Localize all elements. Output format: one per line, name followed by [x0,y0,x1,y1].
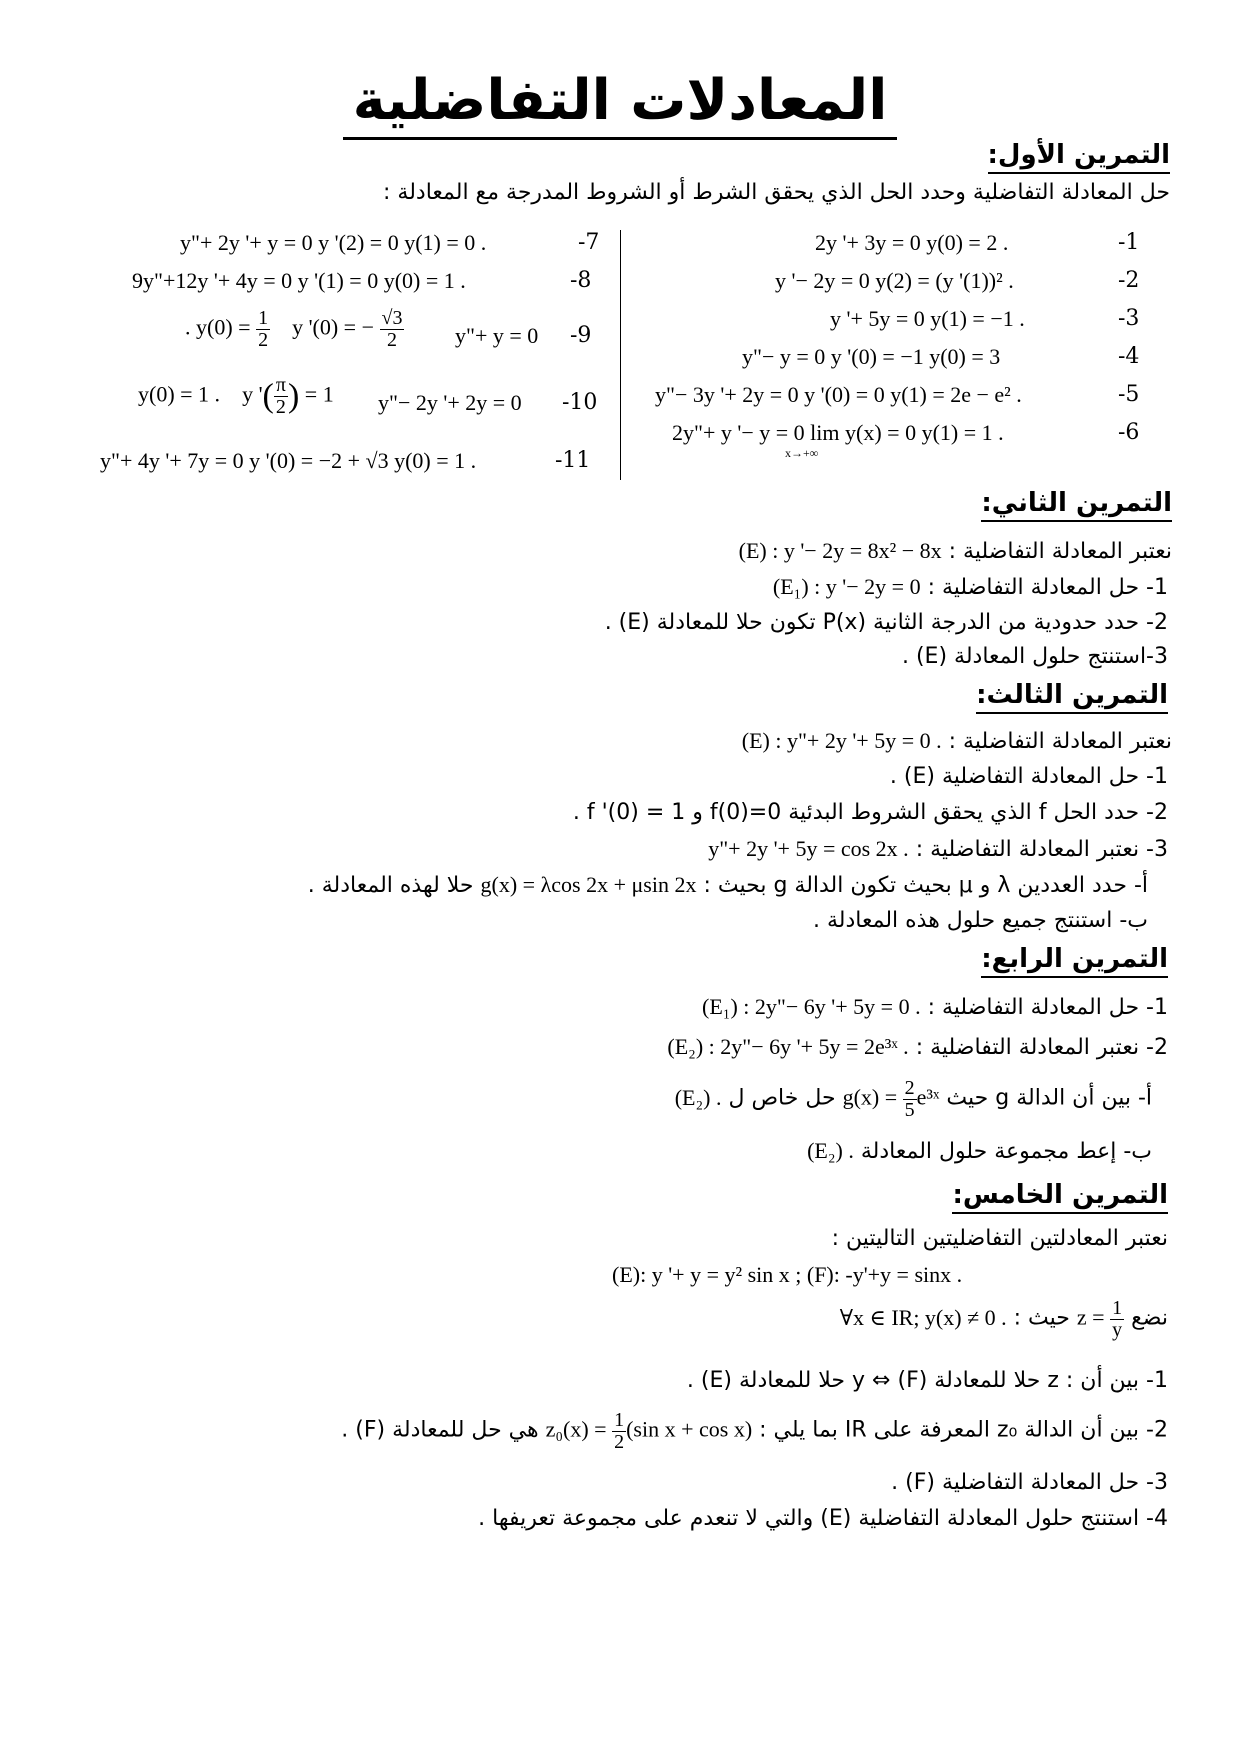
ex1-item-5-eq: y"− 3y '+ 2y = 0 y '(0) = 0 y(1) = 2e − e² . [655,382,1022,407]
ex2-equation-E1: (E₁) : y '− 2y = 0 [772,574,921,599]
ex5-line-5: 2- بين أن الدالة z₀ المعرفة على IR بما يلي : z₀(x) = $\frac{1}{2}$ (sin x + cos x) هي حل للمعادلة (F) . [341,1409,1168,1453]
ex1-item-9-eq: y"+ y = 0 [455,323,539,348]
ex1-item-11-number: -11 [555,448,591,473]
ex4-g-definition: g(x) = $\frac{2}{5}$ e³ˣ [842,1077,940,1121]
ex1-item-9-yp0: y '(0) = − [292,314,374,340]
ex1-item-6-number: -6 [1118,420,1140,445]
ex1-item-9-conditions [185,308,404,351]
ex1-item-9-frac-half: $\frac{1}{2}$ [258,307,269,351]
ex2-line-2: 1- حل المعادلة التفاضلية : (E₁) : y '− 2y = 0 [772,574,1168,600]
ex1-item-10-frac-pi: $\frac{\pi}{2}$ [275,374,286,418]
ex1-item-9-frac-sqrt3: $\frac{√3}{2}$ [381,307,403,351]
ex5-z-definition: z = $\frac{1}{y}$ [1076,1297,1123,1341]
ex1-item-10-eq1: = 1 [304,381,334,407]
ex5-line-1: نعتبر المعادلتين التفاضليتين التاليتين : [831,1226,1168,1251]
ex1-item-3-eq: y '+ 5y = 0 y(1) = −1 . [830,306,1025,331]
ex1-item-4-eq: y"− y = 0 y '(0) = −1 y(0) = 3 [742,344,1001,369]
page-title-wrap [0,68,1240,140]
ex1-item-10-yp: y ' [242,381,263,407]
ex1-item-9-y0: y(0) = [196,314,251,340]
ex4-frac-two-fifths: $\frac{2}{5}$ [904,1077,915,1121]
ex1-item-4-number: -4 [1118,344,1140,369]
ex2-equation-E: (E) : y '− 2y = 8x² − 8x [738,538,942,563]
ex1-item-6-eq: 2y"+ y '− y = 0 lim y(x) = 0 y(1) = 1 . [672,420,1004,445]
column-divider [620,230,621,480]
ex4-equation-E1: (E₁) : 2y"− 6y '+ 5y = 0 . [702,994,921,1019]
ex1-item-10-eq: y"− 2y '+ 2y = 0 [378,390,522,415]
ex1-item-3-number: -3 [1118,306,1140,331]
ex1-item-7-number: -7 [578,230,600,255]
ex3-line-3: 2- حدد الحل f الذي يحقق الشروط البدئية f(0)=0 و f '(0) = 1 . [572,800,1168,825]
ex1-item-10-number: -10 [562,390,598,415]
ex1-item-1-eq: 2y '+ 3y = 0 y(0) = 2 . [815,230,1009,255]
ex3-equation-E: (E) : y"+ 2y '+ 5y = 0 . [741,728,942,753]
ex1-intro: حل المعادلة التفاضلية وحدد الحل الذي يحقق الشرط أو الشروط المدرجة مع المعادلة : [383,180,1170,205]
ex2-line-1: نعتبر المعادلة التفاضلية : (E) : y '− 2y = 8x² − 8x [738,538,1172,564]
ex1-item-9-number: -9 [570,323,592,348]
ex4-heading: التمرين الرابع: [981,944,1168,978]
ex1-heading: التمرين الأول: [988,140,1171,174]
ex3-line-4: 3- نعتبر المعادلة التفاضلية : y"+ 2y '+ 5y = cos 2x . [708,836,1168,862]
ex5-frac-half: $\frac{1}{2}$ [614,1409,625,1453]
ex1-item-11-eq: y"+ 4y '+ 7y = 0 y '(0) = −2 + √3 y(0) = 1 . [100,448,477,473]
ex3-equation-g: g(x) = λcos 2x + μsin 2x [480,872,697,897]
ex3-line-5: أ- حدد العددين λ و μ بحيث تكون الدالة g بحيث : g(x) = λcos 2x + μsin 2x حلا لهذه المعادلة . [307,872,1148,898]
ex4-equation-E2: (E₂) : 2y"− 6y '+ 5y = 2e³ˣ . [667,1034,909,1059]
ex1-item-9-end: . [185,314,191,340]
title-underline [425,138,815,139]
ex1-item-10-conditions: y(0) = 1 . y '( $\frac{\pi}{2}$ ) = 1 [138,374,334,418]
ex5-line-2: (E): y '+ y = y² sin x ; (F): -y'+y = sinx . [612,1262,963,1287]
ex4-line-3: أ- بين أن الدالة g حيث g(x) = $\frac{2}{5}$ e³ˣ حل خاص ل (E₂) . [674,1077,1152,1121]
ex5-line-6: 3- حل المعادلة التفاضلية (F) . [891,1470,1168,1495]
ex3-line-1: نعتبر المعادلة التفاضلية : (E) : y"+ 2y '+ 5y = 0 . [741,728,1172,754]
ex5-line-3: نضع z = $\frac{1}{y}$ حيث : ∀x ∈ IR; y(x) ≠ 0 . [839,1297,1168,1341]
ex5-line-4: 1- بين أن : z حلا للمعادلة (F) ⇔ y حلا للمعادلة (E) . [686,1368,1168,1393]
ex3-line-6: ب- استنتج جميع حلول هذه المعادلة . [813,908,1148,933]
ex2-line-4: 3-استنتج حلول المعادلة (E) . [901,644,1168,669]
ex1-item-5-number: -5 [1118,382,1140,407]
ex2-heading: التمرين الثاني: [981,488,1172,522]
ex3-equation-cos: y"+ 2y '+ 5y = cos 2x . [708,836,909,861]
ex3-heading: التمرين الثالث: [976,680,1168,714]
ex4-line-4: ب- إعط مجموعة حلول المعادلة (E₂) . [807,1138,1152,1164]
ex4-line-2: 2- نعتبر المعادلة التفاضلية : (E₂) : 2y"− 6y '+ 5y = 2e³ˣ . [667,1034,1168,1060]
page-title: المعادلات التفاضلية [343,68,898,140]
ex5-z0-definition: z₀(x) = $\frac{1}{2}$ (sin x + cos x) [545,1409,753,1453]
ex5-heading: التمرين الخامس: [952,1180,1168,1214]
ex2-line-3: 2- حدد حدودية من الدرجة الثانية P(x) تكون حلا للمعادلة (E) . [604,610,1168,635]
ex4-line-1: 1- حل المعادلة التفاضلية : (E₁) : 2y"− 6y '+ 5y = 0 . [702,994,1168,1020]
ex1-item-8-number: -8 [570,268,592,293]
ex1-item-2-eq: y '− 2y = 0 y(2) = (y '(1))² . [775,268,1014,293]
ex1-item-8-eq: 9y"+12y '+ 4y = 0 y '(1) = 0 y(0) = 1 . [132,268,466,293]
ex5-frac-one-over-y: $\frac{1}{y}$ [1112,1297,1123,1341]
ex5-line-7: 4- استنتج حلول المعادلة التفاضلية (E) والتي لا تنعدم على مجموعة تعريفها . [478,1506,1168,1531]
ex1-item-6-lim-sub: x→+∞ [785,446,819,460]
ex1-item-10-y0: y(0) = 1 . [138,381,221,407]
ex1-item-2-number: -2 [1118,268,1140,293]
ex3-line-2: 1- حل المعادلة التفاضلية (E) . [889,764,1168,789]
ex1-item-7-eq: y"+ 2y '+ y = 0 y '(2) = 0 y(1) = 0 . [180,230,487,255]
ex1-item-1-number: -1 [1118,230,1140,255]
